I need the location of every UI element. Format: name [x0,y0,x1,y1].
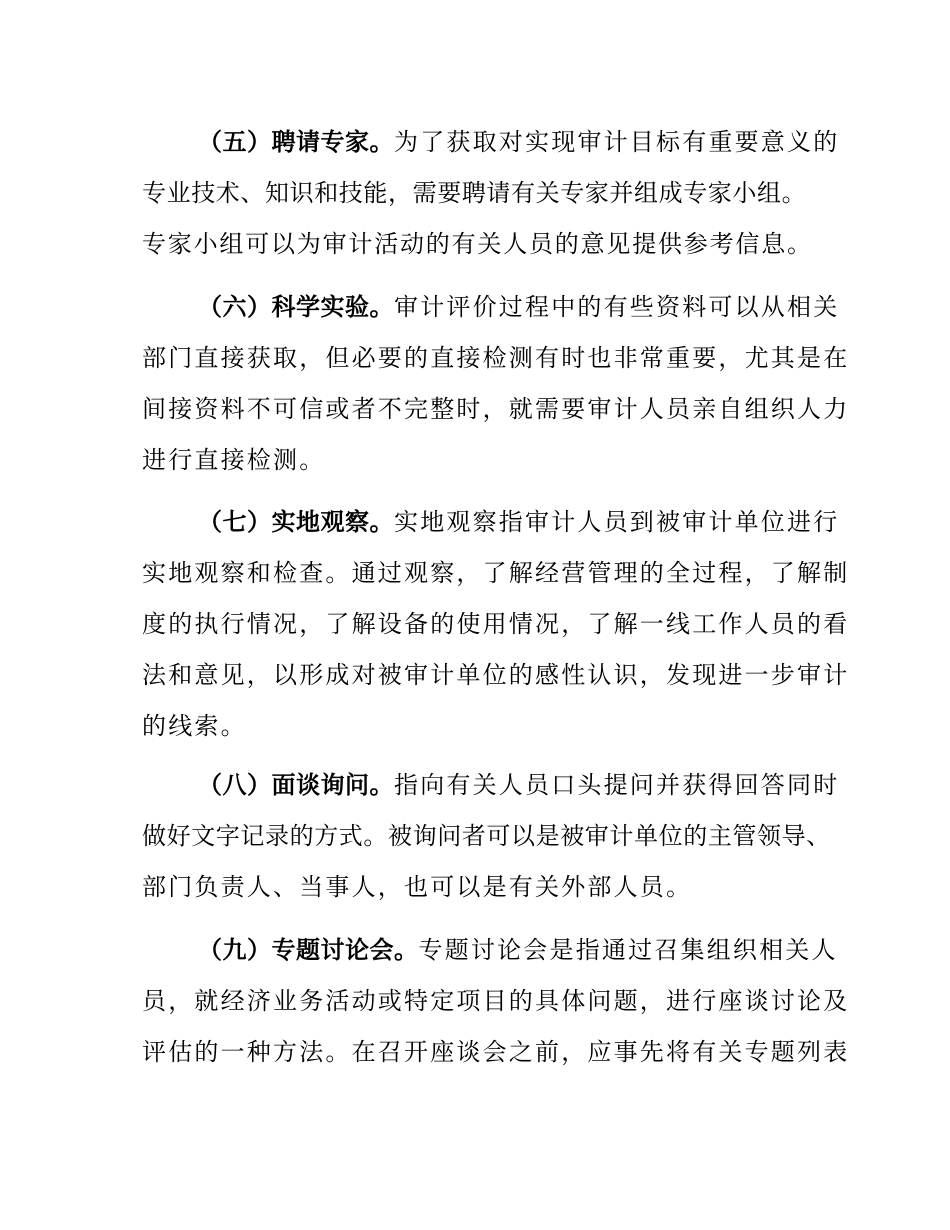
paragraph-line: 的线索。 [142,712,247,740]
paragraph-text: 审计评价过程中的有些资料可以从相关 [394,293,840,321]
paragraph-line: 实地观察和检查。通过观察，了解经营管理的全过程，了解制 [142,559,850,587]
paragraph-line: 评估的一种方法。在召开座谈会之前，应事先将有关专题列表 [142,1038,850,1066]
paragraph-expert [142,117,840,270]
paragraph-first-line [142,117,840,168]
paragraph-line: 法和意见，以形成对被审计单位的感性认识，发现进一步审计 [142,661,850,689]
paragraph-line: 部门直接获取，但必要的直接检测有时也非常重要，尤其是在 [142,344,850,372]
paragraph-text: 指向有关人员口头提问并获得回答同时 [394,771,840,799]
paragraph-first-line [142,760,840,811]
paragraph-line: 员，就经济业务活动或特定项目的具体问题，进行座谈讨论及 [142,987,850,1015]
paragraph-line: 专业技术、知识和技能，需要聘请有关专家并组成专家小组。 [142,179,807,207]
paragraph-observation [142,497,850,752]
paragraph-line: 做好文字记录的方式。被询问者可以是被审计单位的主管领导、 [142,822,831,850]
paragraph-heading: （六）科学实验。 [198,293,394,321]
paragraph-first-line [142,497,840,548]
paragraph-seminar [142,925,850,1078]
paragraph-heading: （八）面谈询问。 [198,771,394,799]
paragraph-text: 为了获取对实现审计目标有重要意义的 [394,128,840,156]
paragraph-text: 专题讨论会是指通过召集组织相关人 [418,936,838,964]
paragraph-line: 专家小组可以为审计活动的有关人员的意见提供参考信息。 [142,230,813,258]
paragraph-text: 实地观察指审计人员到被审计单位进行 [394,508,840,536]
paragraph-heading: （五）聘请专家。 [198,128,394,156]
paragraph-line: 部门负责人、当事人，也可以是有关外部人员。 [142,873,693,901]
paragraph-line: 度的执行情况，了解设备的使用情况，了解一线工作人员的看 [142,610,850,638]
paragraph-experiment [142,282,850,486]
paragraph-first-line [142,925,838,976]
paragraph-line: 间接资料不可信或者不完整时，就需要审计人员亲自组织人力 [142,395,850,423]
paragraph-heading: （七）实地观察。 [198,508,394,536]
paragraph-first-line [142,282,840,333]
paragraph-interview [142,760,840,913]
paragraph-line: 进行直接检测。 [142,446,326,474]
paragraph-heading: （九）专题讨论会。 [198,936,419,964]
